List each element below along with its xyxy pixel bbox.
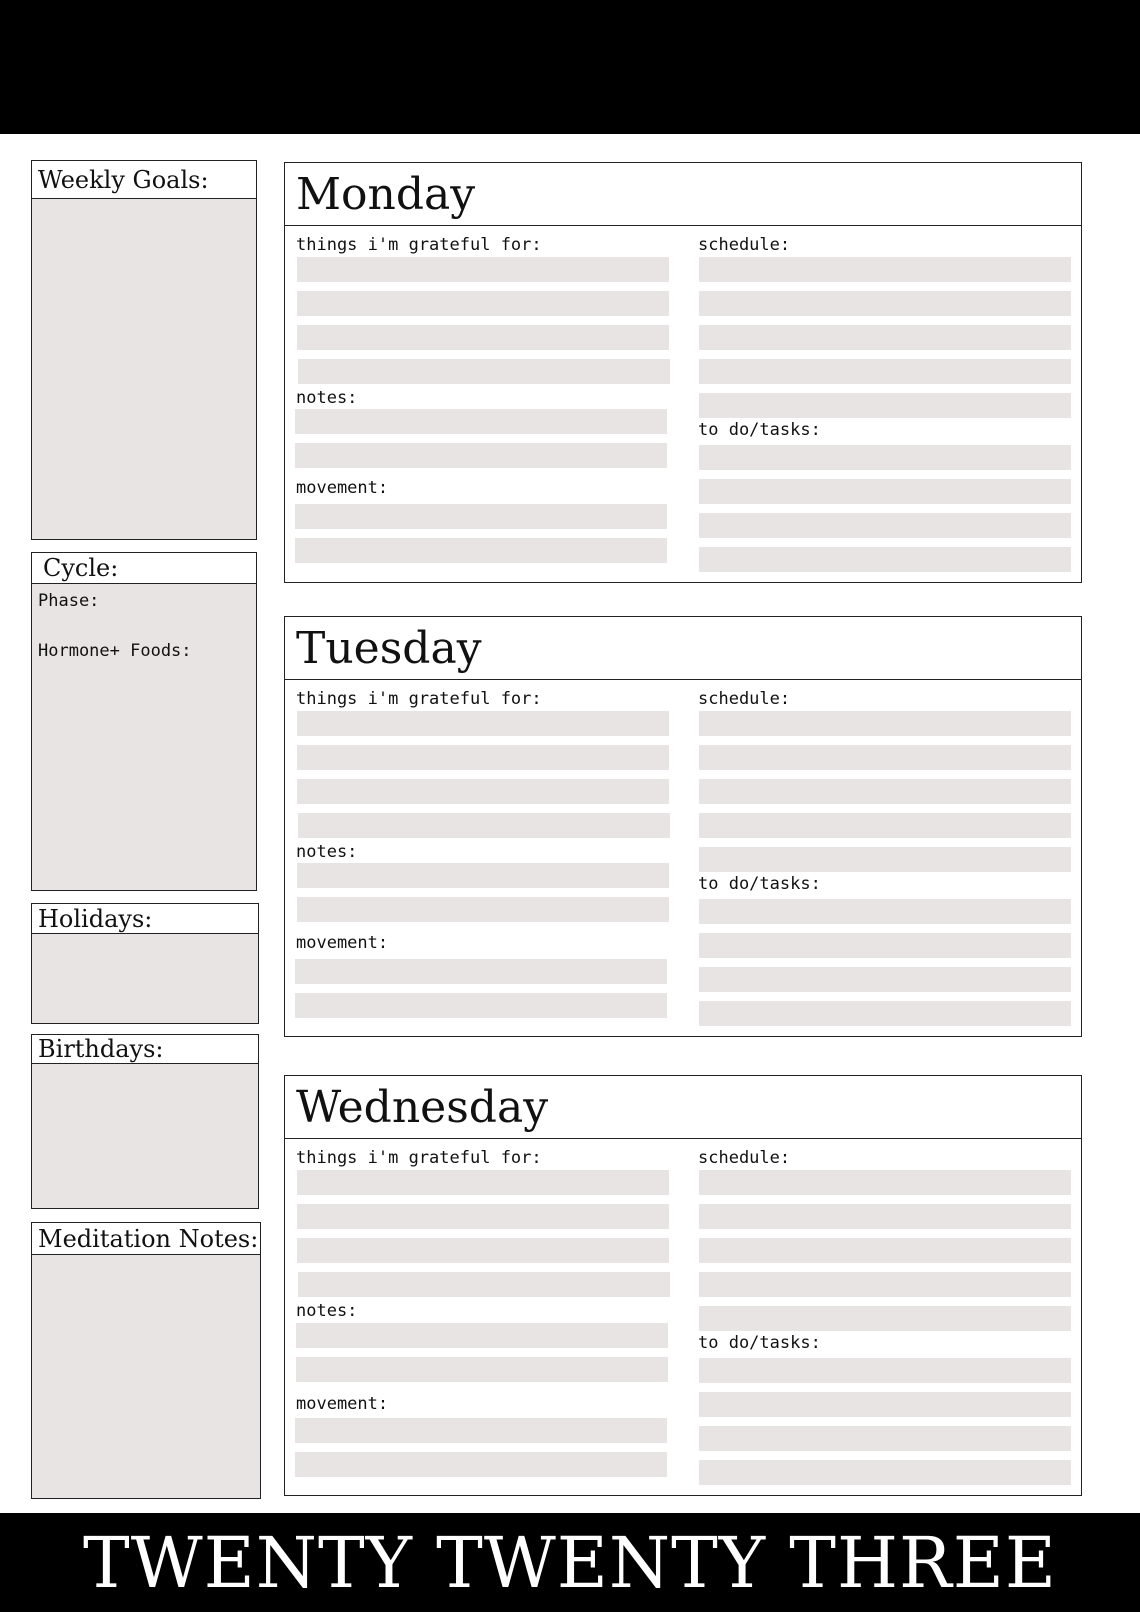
birthdays-heading: Birthdays: [32, 1035, 258, 1064]
schedule-line[interactable] [699, 1306, 1071, 1331]
todo-line[interactable] [699, 1392, 1071, 1417]
schedule-line[interactable] [699, 325, 1071, 350]
todo-line[interactable] [699, 479, 1071, 504]
grateful-line[interactable] [298, 813, 670, 838]
day-title: Monday [285, 163, 1081, 226]
phase-label: Phase: [38, 591, 100, 611]
weekly-goals-box[interactable] [31, 160, 257, 540]
grateful-line[interactable] [297, 1170, 669, 1195]
todo-line[interactable] [699, 1001, 1071, 1026]
movement-line[interactable] [295, 993, 667, 1018]
todo-line[interactable] [699, 1426, 1071, 1451]
meditation-notes-heading: Meditation Notes: [32, 1223, 260, 1255]
schedule-line[interactable] [699, 291, 1071, 316]
birthdays-box[interactable] [31, 1034, 259, 1209]
notes-label: notes: [296, 842, 358, 862]
hormone-foods-label: Hormone+ Foods: [38, 641, 192, 661]
day-card-monday [284, 162, 1082, 583]
weekly-goals-heading: Weekly Goals: [32, 161, 256, 199]
grateful-line[interactable] [297, 291, 669, 316]
day-title: Tuesday [285, 617, 1081, 680]
schedule-line[interactable] [699, 711, 1071, 736]
cycle-box[interactable] [31, 552, 257, 891]
notes-label: notes: [296, 388, 358, 408]
notes-line[interactable] [297, 863, 669, 888]
grateful-line[interactable] [298, 359, 670, 384]
todo-line[interactable] [699, 547, 1071, 572]
notes-line[interactable] [295, 409, 667, 434]
movement-label: movement: [296, 478, 389, 498]
grateful-line[interactable] [297, 1204, 669, 1229]
movement-label: movement: [296, 933, 389, 953]
top-banner [0, 0, 1140, 134]
schedule-line[interactable] [699, 359, 1071, 384]
holidays-heading: Holidays: [32, 904, 258, 934]
movement-line[interactable] [295, 1452, 667, 1477]
footer-banner [0, 1513, 1140, 1612]
grateful-line[interactable] [297, 779, 669, 804]
grateful-line[interactable] [297, 711, 669, 736]
grateful-label: things i'm grateful for: [296, 689, 542, 709]
movement-line[interactable] [295, 538, 667, 563]
holidays-box[interactable] [31, 903, 259, 1024]
day-card-wednesday [284, 1075, 1082, 1496]
grateful-line[interactable] [297, 745, 669, 770]
todo-line[interactable] [699, 1358, 1071, 1383]
movement-line[interactable] [295, 504, 667, 529]
movement-line[interactable] [295, 959, 667, 984]
todo-line[interactable] [699, 967, 1071, 992]
footer-title: TWENTY TWENTY THREE [83, 1521, 1057, 1604]
meditation-notes-box[interactable] [31, 1222, 261, 1499]
todo-label: to do/tasks: [698, 874, 821, 894]
todo-label: to do/tasks: [698, 420, 821, 440]
cycle-heading: Cycle: [32, 553, 256, 584]
grateful-line[interactable] [297, 1238, 669, 1263]
schedule-line[interactable] [699, 1238, 1071, 1263]
notes-line[interactable] [296, 1323, 668, 1348]
notes-line[interactable] [295, 443, 667, 468]
schedule-line[interactable] [699, 257, 1071, 282]
todo-line[interactable] [699, 513, 1071, 538]
schedule-line[interactable] [699, 847, 1071, 872]
day-card-tuesday [284, 616, 1082, 1037]
grateful-label: things i'm grateful for: [296, 235, 542, 255]
schedule-line[interactable] [699, 813, 1071, 838]
grateful-line[interactable] [297, 257, 669, 282]
grateful-line[interactable] [298, 1272, 670, 1297]
schedule-line[interactable] [699, 1170, 1071, 1195]
movement-label: movement: [296, 1394, 389, 1414]
schedule-line[interactable] [699, 745, 1071, 770]
schedule-line[interactable] [699, 779, 1071, 804]
day-title: Wednesday [285, 1076, 1081, 1139]
schedule-label: schedule: [698, 1148, 791, 1168]
schedule-label: schedule: [698, 689, 791, 709]
movement-line[interactable] [295, 1418, 667, 1443]
todo-label: to do/tasks: [698, 1333, 821, 1353]
notes-label: notes: [296, 1301, 358, 1321]
grateful-label: things i'm grateful for: [296, 1148, 542, 1168]
todo-line[interactable] [699, 1460, 1071, 1485]
todo-line[interactable] [699, 445, 1071, 470]
schedule-line[interactable] [699, 1272, 1071, 1297]
todo-line[interactable] [699, 899, 1071, 924]
notes-line[interactable] [297, 897, 669, 922]
schedule-line[interactable] [699, 393, 1071, 418]
grateful-line[interactable] [297, 325, 669, 350]
notes-line[interactable] [296, 1357, 668, 1382]
schedule-label: schedule: [698, 235, 791, 255]
schedule-line[interactable] [699, 1204, 1071, 1229]
todo-line[interactable] [699, 933, 1071, 958]
